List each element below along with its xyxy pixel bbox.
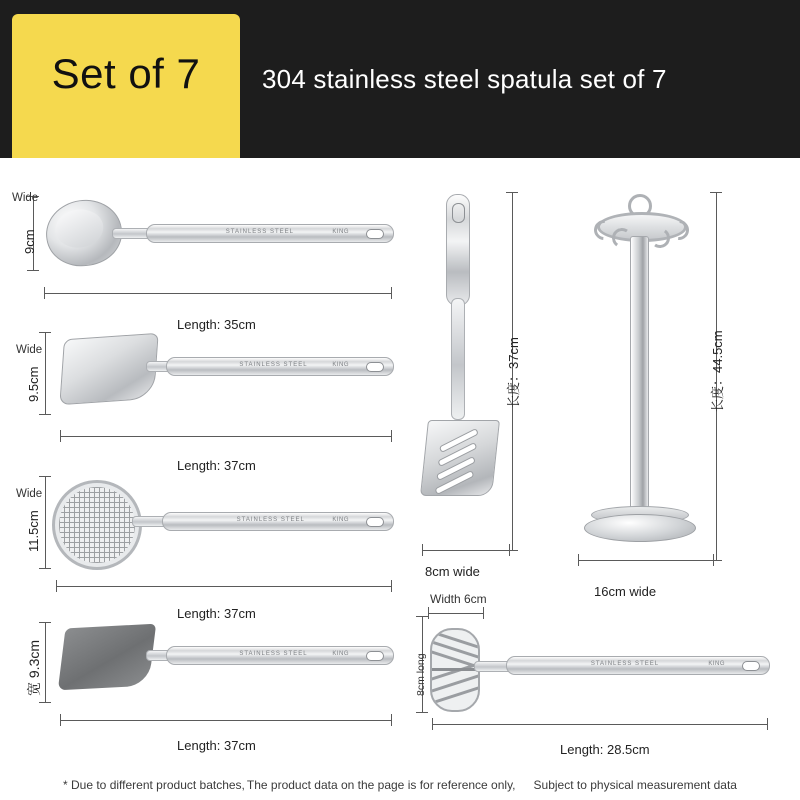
tick [391, 287, 392, 299]
silicone-width-value: 宽 9.3cm [26, 639, 42, 696]
stand-width-line [578, 560, 714, 561]
silicone-head [58, 624, 156, 691]
skimmer-handle [162, 512, 394, 531]
tick [509, 544, 510, 556]
ladle-length-label: Length: 35cm [177, 317, 256, 332]
tick [422, 544, 423, 556]
tick [578, 554, 579, 566]
masher-bar [430, 629, 480, 650]
brand-mark-2: KING [332, 651, 349, 657]
tick [39, 332, 51, 333]
stand-width-label: 16cm wide [594, 584, 657, 599]
masher-bar [430, 639, 480, 660]
tick [39, 622, 51, 623]
wok-spatula-blade [59, 333, 158, 405]
skimmer-width-label: Wide [16, 488, 43, 500]
footer-note-3: Subject to physical measurement data [533, 778, 737, 792]
brand-mark-2: KING [332, 517, 349, 523]
footer-note-1: * Due to different product batches, [63, 778, 245, 792]
footer-disclaimer [0, 778, 800, 792]
masher-height-label: 8cm long [415, 653, 427, 696]
wok-width-value: 9.5cm [26, 366, 41, 402]
handle-hole [742, 661, 760, 671]
masher-width-line [428, 613, 484, 614]
wok-width-line [45, 332, 46, 414]
stand-length-value: 长度：44.5cm [710, 330, 725, 412]
tick [416, 712, 428, 713]
turner-width-label: 8cm wide [425, 564, 480, 579]
turner-length-value: 长度：37cm [506, 337, 521, 408]
ladle-length-line [44, 293, 392, 294]
brand-mark: STAINLESS STEEL [590, 661, 660, 667]
skimmer-length-label: Length: 37cm [177, 606, 256, 621]
silicone-width-line [45, 622, 46, 702]
tick [60, 430, 61, 442]
handle-hole [452, 203, 465, 223]
masher-center-bar [430, 668, 480, 671]
ladle-width-value: 9cm [22, 229, 37, 254]
tick [56, 580, 57, 592]
tick [416, 616, 428, 617]
wok-length-line [60, 436, 392, 437]
tick [44, 287, 45, 299]
skimmer-mesh-head [52, 480, 142, 570]
wok-width-label: Wide [16, 344, 43, 356]
stand-pole [630, 236, 649, 518]
stand-base [584, 514, 696, 542]
ladle-handle [146, 224, 394, 243]
handle-hole [366, 362, 384, 372]
turner-neck [451, 298, 465, 420]
skimmer-width-line [45, 476, 46, 568]
tick [391, 714, 392, 726]
silicone-length-label: Length: 37cm [177, 738, 256, 753]
tick [713, 554, 714, 566]
turner-handle [446, 194, 470, 306]
brand-mark: STAINLESS STEEL [239, 362, 308, 368]
tick [483, 607, 484, 619]
brand-mark-2: KING [708, 661, 725, 667]
brand-mark-2: KING [332, 362, 349, 368]
ladle-width-label: Wide [12, 192, 39, 204]
brand-mark: STAINLESS STEEL [239, 651, 308, 657]
brand-mark: STAINLESS STEEL [236, 517, 305, 523]
wok-handle [166, 357, 394, 376]
silicone-handle [166, 646, 394, 665]
brand-mark-2: KING [332, 229, 349, 235]
tick [428, 607, 429, 619]
masher-length-line [432, 724, 768, 725]
tick [391, 580, 392, 592]
footer-note-2: The product data on the page is for reference only, [246, 778, 516, 792]
mesh-pattern [59, 487, 135, 563]
set-badge-label: Set of 7 [51, 50, 201, 97]
spec-canvas [0, 158, 800, 800]
tick [506, 192, 518, 193]
turner-slotted-blade [420, 420, 500, 496]
tick [432, 718, 433, 730]
handle-hole [366, 651, 384, 661]
masher-width-top-label: Width 6cm [430, 592, 487, 606]
brand-mark: STAINLESS STEEL [225, 229, 294, 235]
handle-hole [366, 229, 384, 239]
tick [39, 702, 51, 703]
masher-head [430, 628, 480, 712]
skimmer-width-value: 11.5cm [26, 510, 41, 552]
tick [39, 476, 51, 477]
wok-length-label: Length: 37cm [177, 458, 256, 473]
tick [391, 430, 392, 442]
tick [39, 414, 51, 415]
tick [27, 270, 39, 271]
silicone-length-line [60, 720, 392, 721]
masher-length-label: Length: 28.5cm [560, 742, 650, 757]
tick [39, 568, 51, 569]
tick [60, 714, 61, 726]
skimmer-length-line [56, 586, 392, 587]
turner-width-line [422, 550, 510, 551]
tick [710, 192, 722, 193]
handle-hole [366, 517, 384, 527]
tick [767, 718, 768, 730]
page-title: 304 stainless steel spatula set of 7 [262, 64, 667, 94]
masher-handle [506, 656, 770, 675]
